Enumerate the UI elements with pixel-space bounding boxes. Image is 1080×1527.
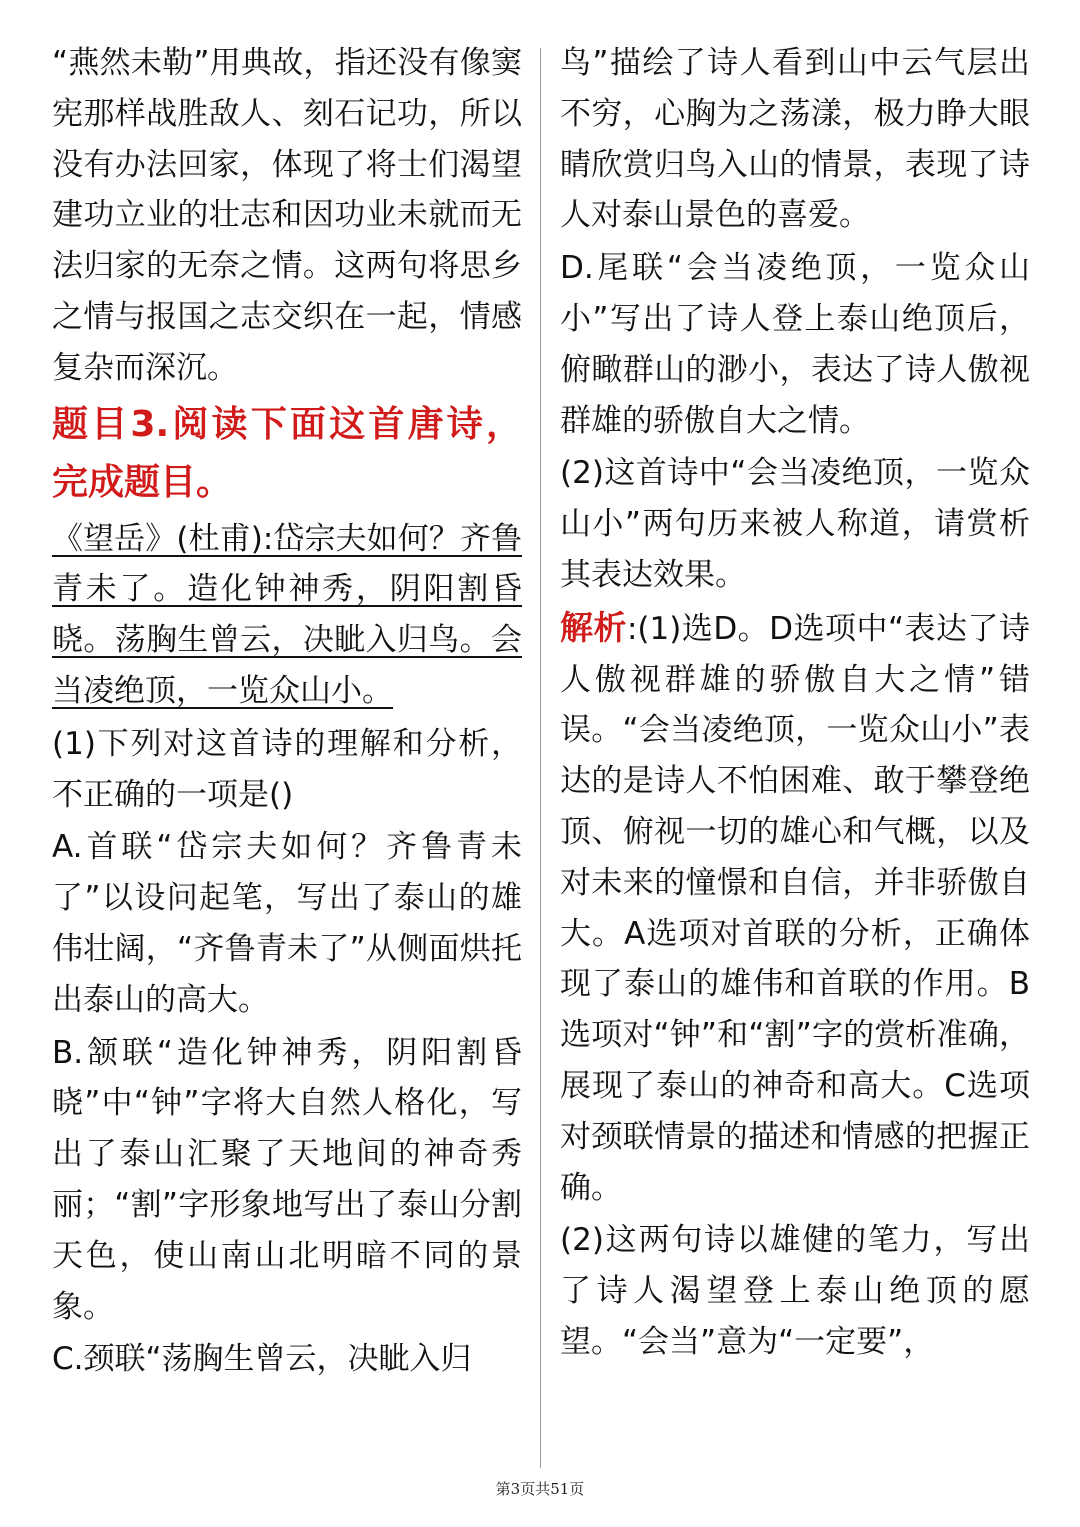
question-heading: 题目3.阅读下面这首唐诗，完成题目。 bbox=[52, 403, 522, 503]
question-2: (2)这首诗中“会当凌绝顶，一览众山小”两句历来被人称道，请赏析其表达效果。 bbox=[560, 455, 1030, 593]
right-column bbox=[560, 38, 1030, 1370]
page-number: 第3页共51页 bbox=[495, 1480, 585, 1498]
intro-paragraph: “燕然未勒”用典故，指还没有像窦宪那样战胜敌人、刻石记功，所以没有办法回家，体现了将士们渴望建功立业的壮志和因功业未就而无法归家的无奈之情。这两句将思乡之情与报国之志交织在一起，情感复杂而深沉。 bbox=[52, 45, 522, 386]
left-column bbox=[52, 38, 522, 1387]
option-b: B.颔联“造化钟神秀，阴阳割昏晓”中“钟”字将大自然人格化，写出了泰山汇聚了天地间的神奇秀丽；“割”字形象地写出了泰山分割天色，使山南山北明暗不同的景象。 bbox=[52, 1034, 522, 1325]
option-d: D.尾联“会当凌绝顶，一览众山小”写出了诗人登上泰山绝顶后，俯瞰群山的渺小，表达了诗人傲视群雄的骄傲自大之情。 bbox=[560, 250, 1030, 439]
answer-2: (2)这两句诗以雄健的笔力，写出了诗人渴望登上泰山绝顶的愿望。“会当”意为“一定要”， bbox=[560, 1222, 1030, 1360]
poem-text: 《望岳》(杜甫):岱宗夫如何？齐鲁青未了。造化钟神秀，阴阳割昏晓。荡胸生曾云，决眦入归鸟。会当凌绝顶，一览众山小。 bbox=[52, 520, 522, 709]
option-a: A.首联“岱宗夫如何？齐鲁青未了”以设问起笔，写出了泰山的雄伟壮阔，“齐鲁青未了”从侧面烘托出泰山的高大。 bbox=[52, 829, 522, 1018]
answer-1-text: :(1)选D。D选项中“表达了诗人傲视群雄的骄傲自大之情”错误。“会当凌绝顶，一览众山小”表达的是诗人不怕困难、敢于攀登绝顶、俯视一切的雄心和气概，以及对未来的憧憬和自信，并非骄傲自大。A选项对首联的分析，正确体现了泰山的雄伟和首联的作用。B选项对“钟”和“割”字的赏析准确，展现了泰山的神奇和高大。C选项对颈联情景的描述和情感的把握正确。 bbox=[560, 610, 1031, 1206]
column-divider bbox=[540, 48, 541, 1468]
answer-1 bbox=[560, 603, 1030, 1214]
analysis-label: 解析 bbox=[560, 607, 627, 647]
option-c-continued: 鸟”描绘了诗人看到山中云气层出不穷，心胸为之荡漾，极力睁大眼睛欣赏归鸟入山的情景，表现了诗人对泰山景色的喜爱。 bbox=[560, 45, 1030, 234]
question-1: (1)下列对这首诗的理解和分析，不正确的一项是() bbox=[52, 725, 522, 813]
option-c: C.颈联“荡胸生曾云，决眦入归 bbox=[52, 1341, 472, 1378]
